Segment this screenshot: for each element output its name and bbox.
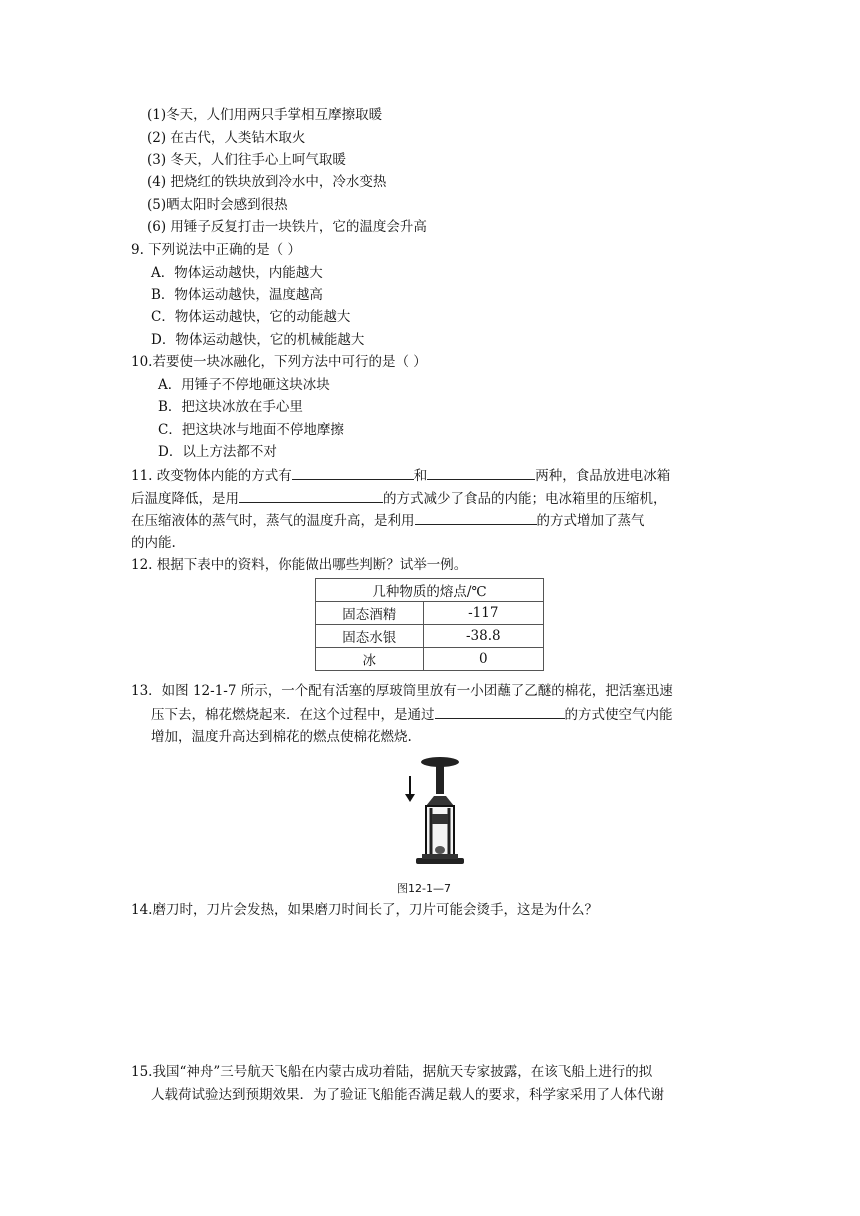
question-12-stem: 12. 根据下表中的资料，你能做出哪些判断？试举一例。 <box>131 557 468 573</box>
table-row <box>316 579 544 602</box>
answer-blank[interactable] <box>427 465 535 480</box>
text: 后温度降低，是用 <box>131 491 239 507</box>
table-row <box>316 648 544 671</box>
list-item: (3) 冬天，人们往手心上呵气取暖 <box>147 152 346 168</box>
melting-point-table <box>315 578 544 671</box>
option-c: C．物体运动越快，它的动能越大 <box>151 309 351 325</box>
question-15-line: 15.我国“神舟”三号航天飞船在内蒙古成功着陆，据航天专家披露，在该飞船上进行的拟 <box>131 1064 653 1080</box>
piston-cylinder-figure <box>396 754 468 872</box>
list-item: (4) 把烧红的铁块放到冷水中，冷水变热 <box>147 174 387 190</box>
substance-name: 固态酒精 <box>316 602 424 625</box>
option-a: A．用锤子不停地砸这块冰块 <box>158 377 330 393</box>
text: 11. 改变物体内能的方式有 <box>131 468 292 484</box>
answer-blank[interactable] <box>415 510 537 525</box>
arrow-head-icon <box>405 794 415 802</box>
question-14-stem: 14.磨刀时，刀片会发热，如果磨刀时间长了，刀片可能会烫手，这是为什么？ <box>131 902 598 918</box>
question-15-line: 人载荷试验达到预期效果．为了验证飞船能否满足载人的要求，科学家采用了人体代谢 <box>151 1087 664 1103</box>
text: 和 <box>413 468 428 484</box>
list-item: (1)冬天，人们用两只手掌相互摩擦取暖 <box>147 107 383 123</box>
question-13-line <box>151 704 673 725</box>
text: 在压缩液体的蒸气时，蒸气的温度升高，是利用 <box>131 513 415 529</box>
question-10-stem: 10.若要使一块冰融化，下列方法中可行的是（ ） <box>131 354 427 370</box>
text: 的方式减少了食品的内能；电冰箱里的压缩机， <box>383 491 667 507</box>
text: 压下去，棉花燃烧起来．在这个过程中，是通过 <box>151 707 435 723</box>
option-d: D．物体运动越快，它的机械能越大 <box>151 332 365 348</box>
question-11-line <box>131 465 670 486</box>
question-11-line <box>131 488 667 509</box>
text: 的方式增加了蒸气 <box>536 513 645 529</box>
question-9-stem: 9. 下列说法中正确的是（ ） <box>131 242 301 258</box>
option-a: A．物体运动越快，内能越大 <box>151 265 323 281</box>
table-row <box>316 625 544 648</box>
question-11-line <box>131 510 645 531</box>
list-item: (6) 用锤子反复打击一块铁片，它的温度会升高 <box>147 219 427 235</box>
option-b: B．把这块冰放在手心里 <box>158 399 303 415</box>
cotton <box>435 846 445 854</box>
option-b: B．物体运动越快，温度越高 <box>151 287 323 303</box>
melting-point-value: -38.8 <box>423 625 543 648</box>
melting-point-value: 0 <box>423 648 543 671</box>
text: 的方式使空气内能 <box>564 707 673 723</box>
substance-name: 固态水银 <box>316 625 424 648</box>
option-d: D．以上方法都不对 <box>158 444 277 460</box>
question-13-line: 13．如图 12-1-7 所示，一个配有活塞的厚玻筒里放有一小团蘸了乙醚的棉花，把活塞迅速 <box>131 683 673 699</box>
text: 两种，食品放进电冰箱 <box>535 468 671 484</box>
text: 的内能. <box>131 535 176 551</box>
answer-blank[interactable] <box>435 704 565 719</box>
table-row <box>316 602 544 625</box>
piston-rod <box>436 764 444 794</box>
option-c: C．把这块冰与地面不停地摩擦 <box>158 422 344 438</box>
list-item: (2) 在古代，人类钻木取火 <box>147 130 306 146</box>
question-13-line: 增加，温度升高达到棉花的燃点使棉花燃烧. <box>151 729 412 745</box>
list-item: (5)晒太阳时会感到很热 <box>147 197 288 213</box>
answer-blank[interactable] <box>239 488 383 503</box>
table-title: 几种物质的熔点/℃ <box>316 579 544 602</box>
figure-caption: 图12-1—7 <box>397 882 451 895</box>
answer-blank[interactable] <box>292 465 414 480</box>
substance-name: 冰 <box>316 648 424 671</box>
question-11-line <box>131 533 176 553</box>
melting-point-value: -117 <box>423 602 543 625</box>
